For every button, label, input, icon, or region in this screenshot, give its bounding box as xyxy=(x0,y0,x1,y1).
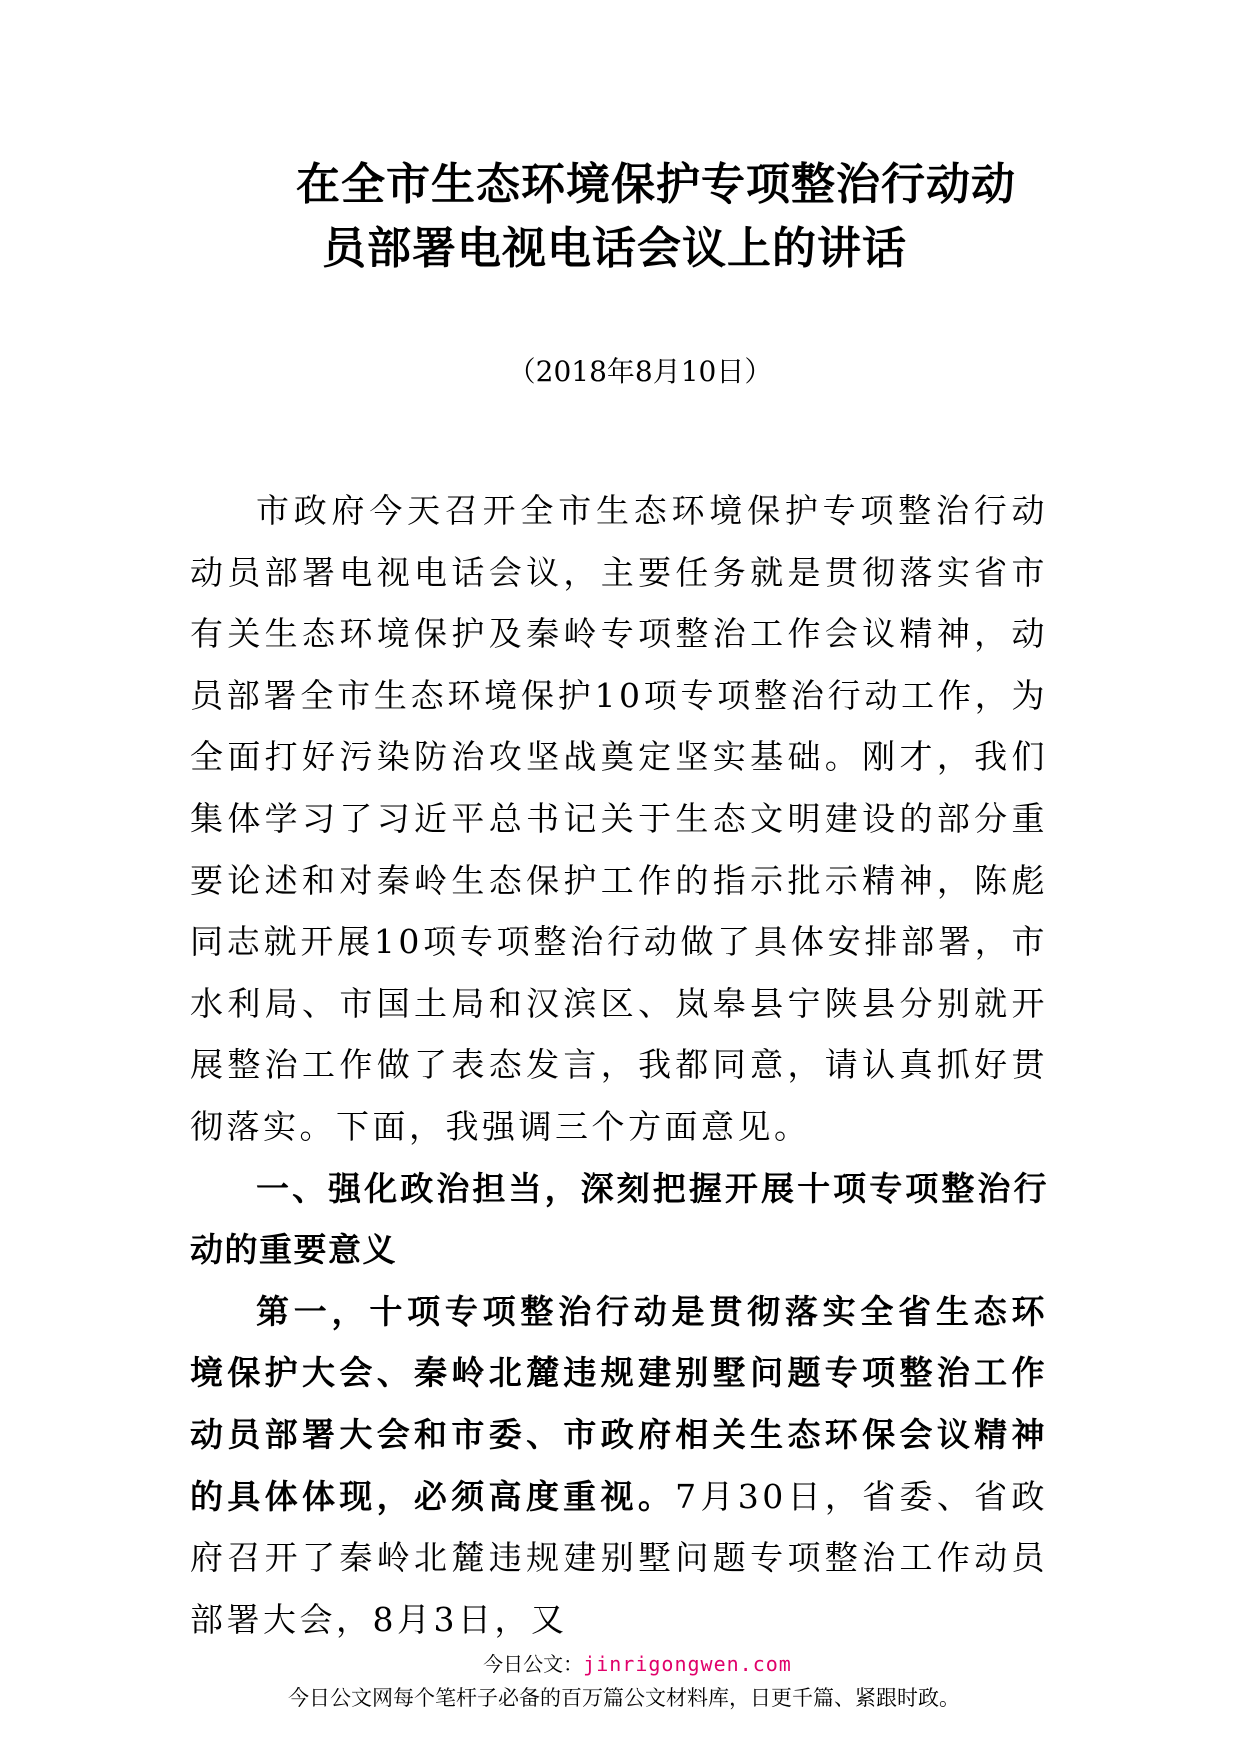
footer-site-link[interactable]: jinrigongwen.com xyxy=(583,1652,792,1676)
footer-site-line xyxy=(0,1651,1240,1677)
paragraph-2-text: 7月30日，省委、省政府召开了秦岭北麓违规建别墅问题专项整治工作动员部署大会，8月3日，又 xyxy=(190,1476,1048,1639)
footer-site-label: 今日公文： xyxy=(483,1652,584,1676)
footer-slogan: 今日公文网每个笔杆子必备的百万篇公文材料库，日更千篇、紧跟时政。 xyxy=(288,1686,960,1710)
paragraph-2-bold-lead: 第一，十项专项整治行动是贯彻落实全省生态环境保护大会、秦岭北麓违规建别墅问题专项整治工作动员部署大会和市委、市政府相关生态环保会议精神的具体体现，必须高度重视。 xyxy=(190,1291,1048,1516)
document-title-line-2: 员部署电视电话会议上的讲话 xyxy=(322,223,907,274)
section-heading-1: 一、强化政治担当，深刻把握开展十项专项整治行动的重要意义 xyxy=(190,1168,1048,1270)
document-date: （2018年8月10日） xyxy=(507,355,773,388)
body-paragraph-1: 市政府今天召开全市生态环境保护专项整治行动动员部署电视电话会议，主要任务就是贯彻落实省市有关生态环境保护及秦岭专项整治工作会议精神，动员部署全市生态环境保护10项专项整治行动工作，为全面打好污染防治攻坚战奠定坚实基础。刚才，我们集体学习了习近平总书记关于生态文明建设的部分重要论述和对秦岭生态保护工作的指示批示精神，陈彪同志就开展10项专项整治行动做了具体安排部署，市水利局、市国土局和汉滨区、岚皋县宁陕县分别就开展整治工作做了表态发言，我都同意，请认真抓好贯彻落实。下面，我强调三个方面意见。 xyxy=(190,491,1048,1146)
document-body xyxy=(190,480,1048,1650)
document-title-line-1: 在全市生态环境保护专项整治行动动 xyxy=(296,159,1016,210)
body-paragraph-2 xyxy=(190,1281,1048,1651)
